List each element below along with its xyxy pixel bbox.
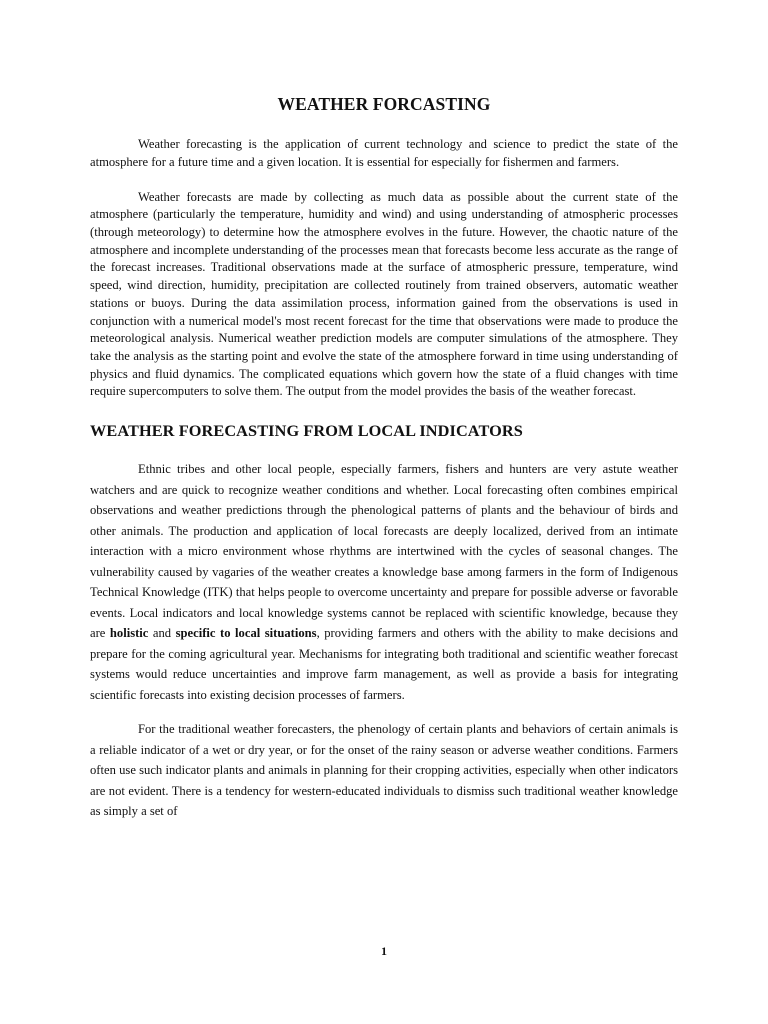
traditional-forecasters-paragraph: For the traditional weather forecasters, the phenology of certain plants and behaviors of certain animals is a reliable indicator of a wet or dry year, or for the onset of the rainy season or adverse weather conditions. Farmers often use such indicator plants and animals in planning for their cropping activities, especially when other indicators are not evident. There is a tendency for western-educated individuals to dismiss such traditional weather knowledge as simply a set of [90, 722, 678, 819]
paragraph-text: and [148, 626, 176, 641]
local-indicators-paragraph [90, 459, 678, 705]
page-number: 1 [381, 944, 387, 958]
forecast-method-paragraph: Weather forecasts are made by collecting as much data as possible about the current state of the atmosphere (particularly the temperature, humidity and wind) and using understanding of atmospheric processes (through meteorology) to determine how the atmosphere evolves in the future. However, the chaotic nature of the atmosphere and incomplete understanding of the processes mean that forecasts become less accurate as the range of the forecast increases. Traditional observations made at the surface of atmospheric pressure, temperature, wind speed, wind direction, humidity, precipitation are collected routinely from trained observers, automatic weather stations or buoys. During the data assimilation process, information gained from the observations is used in conjunction with a numerical model's most recent forecast for the time that observations were made to produce the meteorological analysis. Numerical weather prediction models are computer simulations of the atmosphere. They take the analysis as the starting point and evolve the state of the atmosphere forward in time using understanding of physics and fluid dynamics. The complicated equations which govern how the state of a fluid changes with time require supercomputers to solve them. The output from the model provides the basis of the weather forecast. [90, 189, 678, 399]
paragraph-text: Ethnic tribes and other local people, especially farmers, fishers and hunters are very astute weather watchers and are quick to recognize weather conditions and whether. Local forecasting often combines empirical observations and weather predictions through the phenological patterns of plants and the behaviour of birds and other animals. The production and application of local forecasts are deeply localized, derived from an intimate interaction with a micro environment whose rhythms are intertwined with the cycles of seasonal changes. The vulnerability caused by vagaries of the weather creates a knowledge base among farmers in the form of Indigenous Technical Knowledge (ITK) that helps people to overcome uncertainty and prepare for possible adverse or favorable events. Local indicators and local knowledge systems cannot be replaced with scientific knowledge, because they are [90, 462, 678, 641]
document-page [90, 94, 678, 822]
intro-paragraph: Weather forecasting is the application of current technology and science to predict the state of the atmosphere for a future time and a given location. It is essential for especially for fishermen and farmers. [90, 137, 678, 169]
document-title: WEATHER FORCASTING [277, 94, 491, 114]
emphasis-holistic: holistic [109, 626, 149, 641]
paragraph-text: , providing farmers and others with the ability to make decisions and prepare for the coming agricultural year. Mechanisms for integrating both traditional and scientific weather forecast systems would reduce uncertainties and improve farm management, as well as provide a basis for integrating scientific forecasts into existing decision processes of farmers. [90, 626, 678, 702]
section-heading: WEATHER FORECASTING FROM LOCAL INDICATORS [90, 421, 523, 441]
emphasis-specific: specific to local situations [175, 626, 317, 641]
